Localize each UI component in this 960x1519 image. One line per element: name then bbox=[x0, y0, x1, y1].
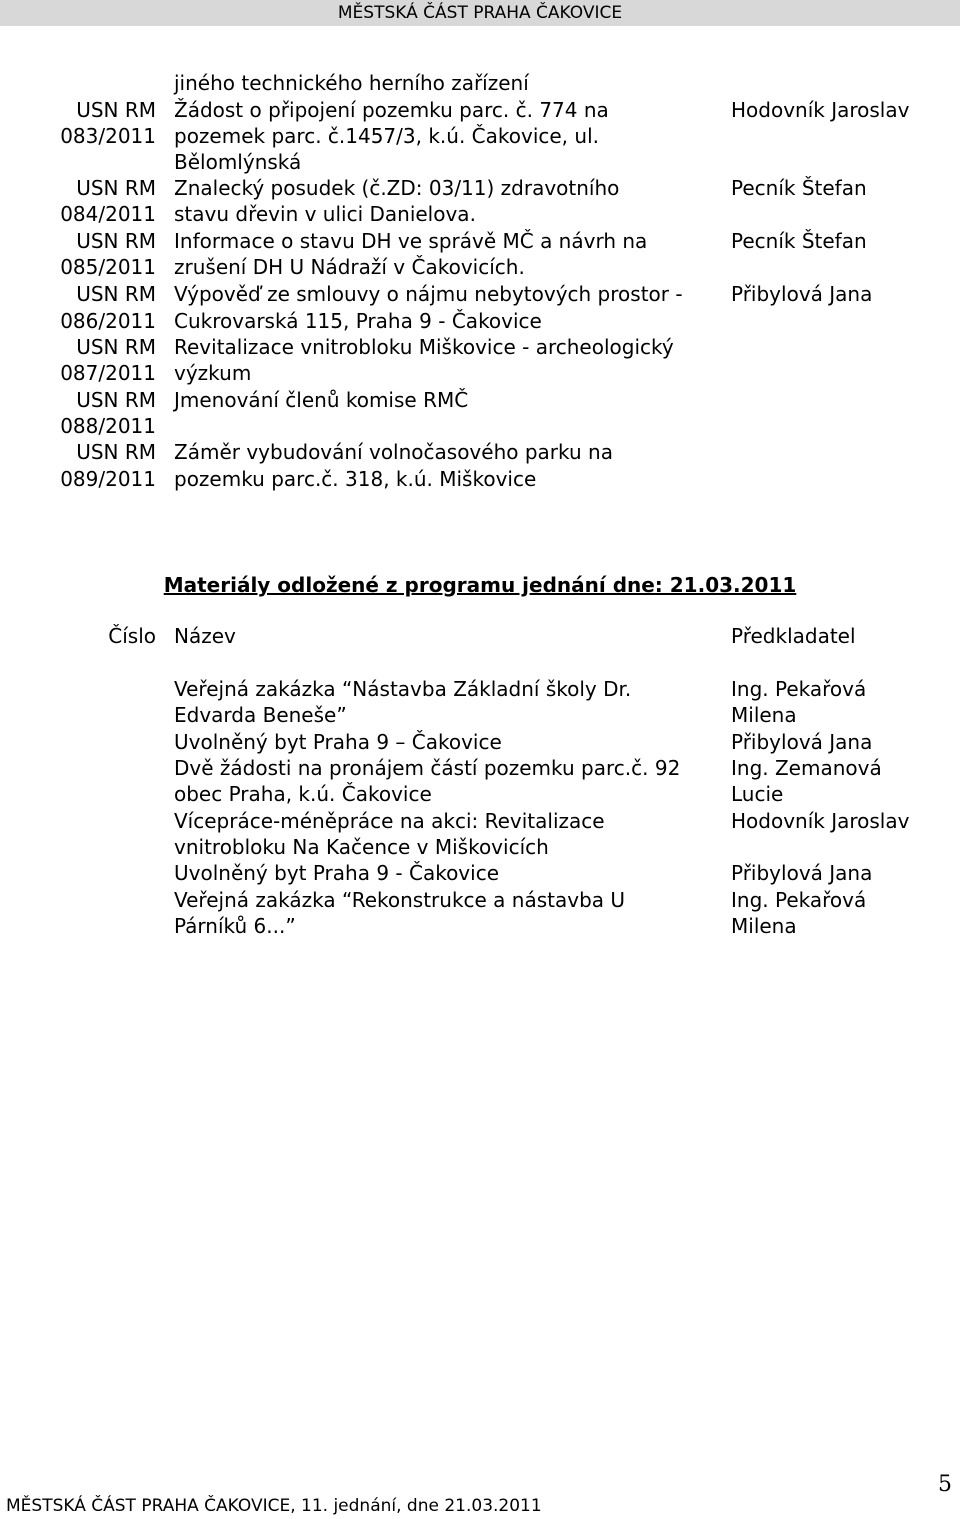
page-number: 5 bbox=[938, 1472, 952, 1497]
item-name: pozemek parc. č.1457/3, k.ú. Čakovice, ul. bbox=[174, 124, 599, 148]
item-name: zrušení DH U Nádraží v Čakovicích. bbox=[174, 255, 525, 279]
postponed-item-name: Uvolněný byt Praha 9 – Čakovice bbox=[174, 730, 502, 754]
page-footer: MĚSTSKÁ ČÁST PRAHA ČAKOVICE, 11. jednání, dne 21.03.2011 bbox=[6, 1496, 542, 1516]
item-number: USN RM bbox=[76, 335, 156, 359]
postponed-item-presenter: Milena bbox=[731, 703, 797, 727]
item-name: pozemku parc.č. 318, k.ú. Miškovice bbox=[174, 467, 537, 491]
item-number: USN RM bbox=[76, 282, 156, 306]
item-number: 089/2011 bbox=[60, 467, 156, 491]
item-name: Informace o stavu DH ve správě MČ a návrh na bbox=[174, 229, 648, 253]
postponed-item-presenter: Hodovník Jaroslav bbox=[731, 809, 910, 833]
postponed-item-presenter: Přibylová Jana bbox=[731, 730, 873, 754]
item-number: USN RM bbox=[76, 98, 156, 122]
item-name: stavu dřevin v ulici Danielova. bbox=[174, 202, 476, 226]
postponed-item-name: Párníků 6...” bbox=[174, 914, 296, 938]
postponed-item-presenter: Ing. Zemanová bbox=[731, 756, 882, 780]
item-presenter: Pecník Štefan bbox=[731, 176, 867, 200]
postponed-item-name: Dvě žádosti na pronájem částí pozemku parc.č. 92 bbox=[174, 756, 681, 780]
item-name: Výpověď ze smlouvy o nájmu nebytových prostor - bbox=[174, 282, 683, 306]
postponed-item-name: Vícepráce-méněpráce na akci: Revitalizace bbox=[174, 809, 605, 833]
postponed-item-name: Uvolněný byt Praha 9 - Čakovice bbox=[174, 861, 499, 885]
item-name: Žádost o připojení pozemku parc. č. 774 na bbox=[174, 98, 609, 122]
item-number: 086/2011 bbox=[60, 309, 156, 333]
page-header: MĚSTSKÁ ČÁST PRAHA ČAKOVICE bbox=[0, 0, 960, 26]
postponed-item-presenter: Ing. Pekařová bbox=[731, 677, 867, 701]
item-presenter: Pecník Štefan bbox=[731, 229, 867, 253]
postponed-item-name: Veřejná zakázka “Nástavba Základní školy Dr. bbox=[174, 677, 632, 701]
postponed-item-presenter: Lucie bbox=[731, 782, 784, 806]
item-number: USN RM bbox=[76, 388, 156, 412]
postponed-item-name: obec Praha, k.ú. Čakovice bbox=[174, 782, 432, 806]
item-name: Znalecký posudek (č.ZD: 03/11) zdravotního bbox=[174, 176, 620, 200]
postponed-item-presenter: Milena bbox=[731, 914, 797, 938]
item-number: USN RM bbox=[76, 229, 156, 253]
item-number: 085/2011 bbox=[60, 255, 156, 279]
item-name: Záměr vybudování volnočasového parku na bbox=[174, 440, 613, 464]
item-name-fragment: jiného technického herního zařízení bbox=[174, 71, 529, 95]
column-header-name: Název bbox=[174, 624, 236, 648]
item-number: 084/2011 bbox=[60, 202, 156, 226]
item-number: USN RM bbox=[76, 176, 156, 200]
item-name: Cukrovarská 115, Praha 9 - Čakovice bbox=[174, 309, 542, 333]
item-name: Jmenování členů komise RMČ bbox=[174, 388, 469, 412]
postponed-item-presenter: Přibylová Jana bbox=[731, 861, 873, 885]
item-name: Revitalizace vnitrobloku Miškovice - archeologický bbox=[174, 335, 674, 359]
item-presenter: Přibylová Jana bbox=[731, 282, 873, 306]
postponed-item-name: vnitrobloku Na Kačence v Miškovicích bbox=[174, 835, 549, 859]
item-number: 088/2011 bbox=[60, 414, 156, 438]
column-header-presenter: Předkladatel bbox=[731, 624, 856, 648]
item-name: Bělomlýnská bbox=[174, 150, 302, 174]
item-number: USN RM bbox=[76, 440, 156, 464]
item-presenter: Hodovník Jaroslav bbox=[731, 98, 910, 122]
item-number: 083/2011 bbox=[60, 124, 156, 148]
column-header-number: Číslo bbox=[108, 624, 156, 648]
postponed-item-name: Veřejná zakázka “Rekonstrukce a nástavba U bbox=[174, 888, 626, 912]
item-name: výzkum bbox=[174, 361, 252, 385]
section-heading: Materiály odložené z programu jednání dne: 21.03.2011 bbox=[163, 573, 797, 597]
item-number: 087/2011 bbox=[60, 361, 156, 385]
postponed-item-name: Edvarda Beneše” bbox=[174, 703, 347, 727]
postponed-item-presenter: Ing. Pekařová bbox=[731, 888, 867, 912]
